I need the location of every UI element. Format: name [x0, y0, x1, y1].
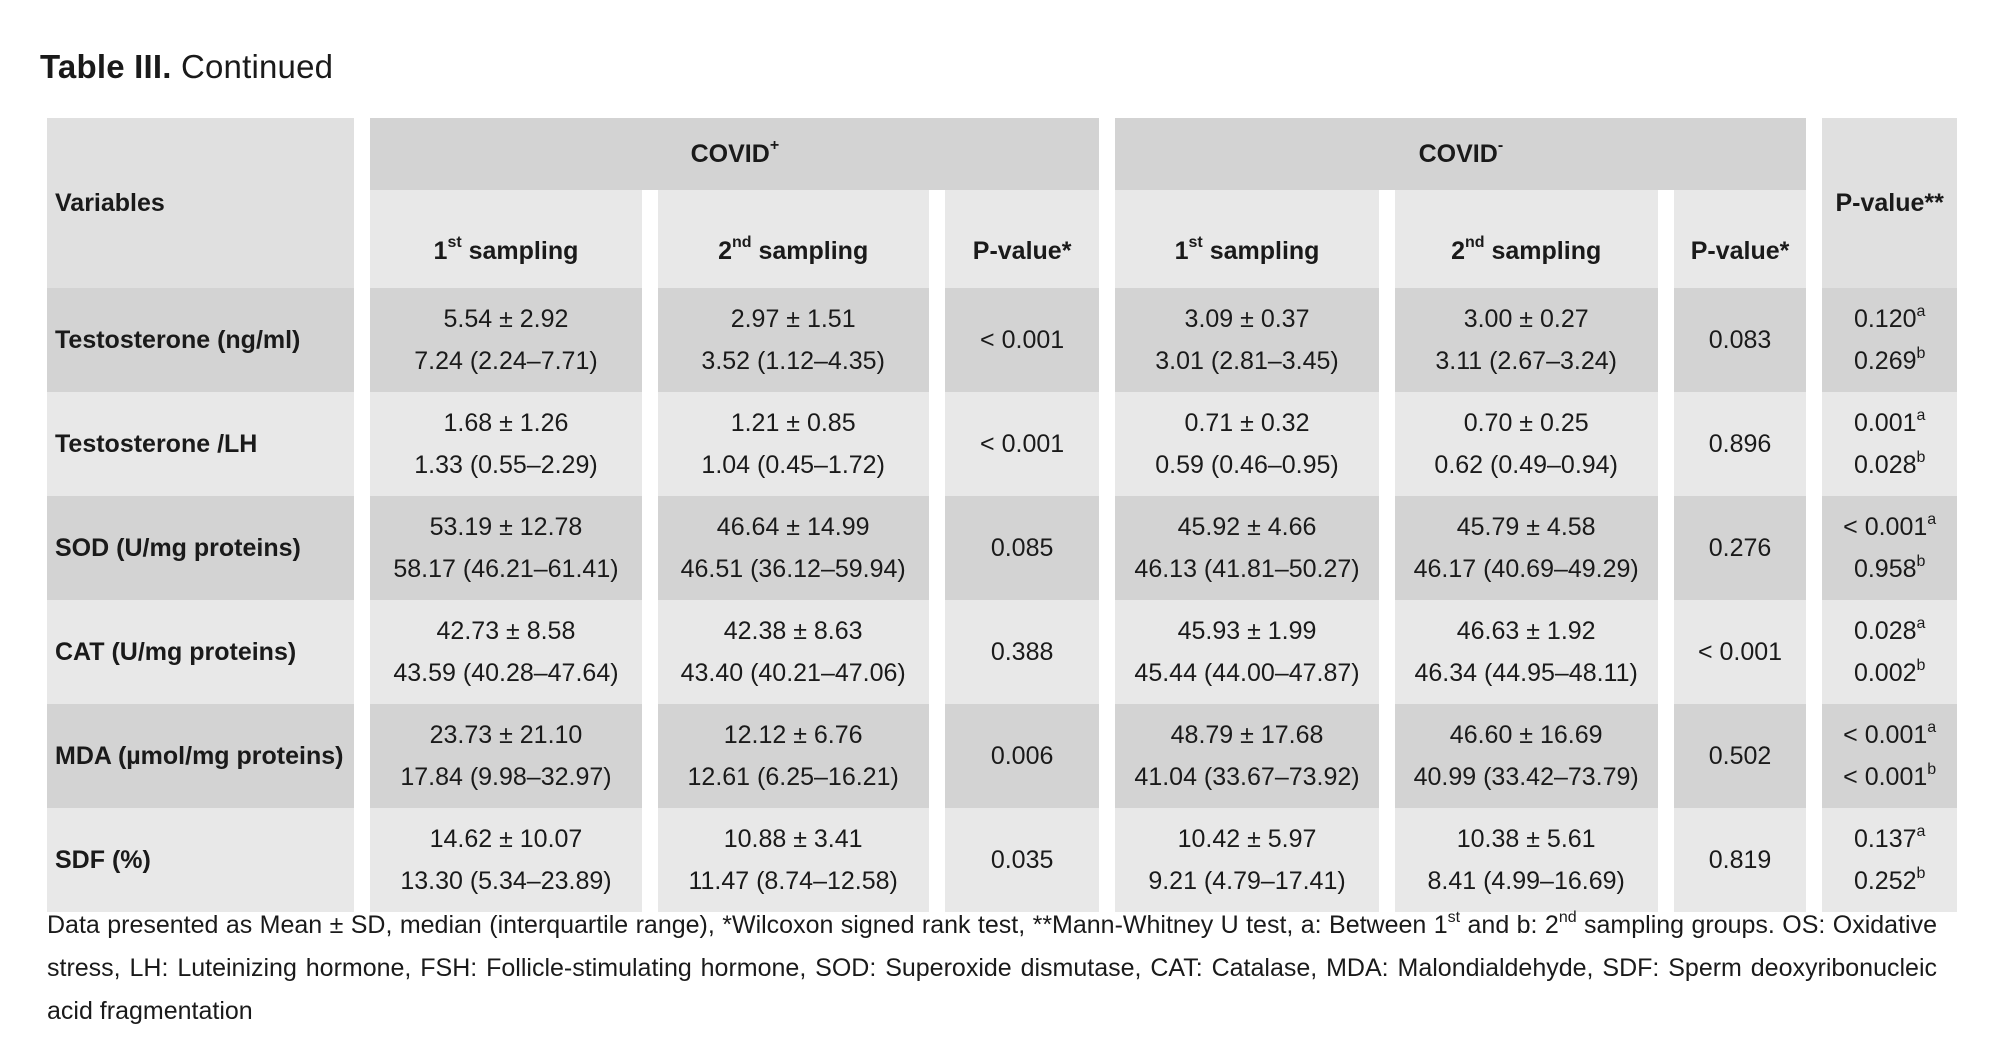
table-label: Table III. — [40, 48, 172, 85]
row-variable: SOD (U/mg proteins) — [47, 496, 354, 600]
table-row — [47, 496, 1957, 600]
header-neg-pvalue: P-value* — [1674, 190, 1807, 288]
row-variable: Testosterone (ng/ml) — [47, 288, 354, 392]
header-pos-2nd-sampling: 2nd sampling — [658, 190, 929, 288]
header-covid-negative: COVID- — [1115, 118, 1806, 190]
header-neg-1st-sampling: 1st sampling — [1115, 190, 1378, 288]
table-row — [47, 600, 1957, 704]
cell-neg-pvalue: < 0.001 — [1674, 600, 1807, 704]
table-caption — [40, 48, 333, 86]
cell-pos-pvalue: < 0.001 — [945, 392, 1100, 496]
cell-neg-1st: 3.09 ± 0.37 3.01 (2.81–3.45) — [1115, 288, 1378, 392]
cell-neg-pvalue: 0.276 — [1674, 496, 1807, 600]
cell-pos-1st: 53.19 ± 12.78 58.17 (46.21–61.41) — [370, 496, 641, 600]
cell-neg-2nd: 46.60 ± 16.69 40.99 (33.42–73.79) — [1395, 704, 1658, 808]
results-table — [31, 118, 1973, 912]
header-pos-pvalue: P-value* — [945, 190, 1100, 288]
table-row — [47, 704, 1957, 808]
table-body — [47, 288, 1957, 912]
header-neg-2nd-sampling: 2nd sampling — [1395, 190, 1658, 288]
cell-neg-1st: 0.71 ± 0.32 0.59 (0.46–0.95) — [1115, 392, 1378, 496]
cell-neg-2nd: 10.38 ± 5.61 8.41 (4.99–16.69) — [1395, 808, 1658, 912]
row-variable: MDA (µmol/mg proteins) — [47, 704, 354, 808]
cell-pos-1st: 23.73 ± 21.10 17.84 (9.98–32.97) — [370, 704, 641, 808]
cell-pos-pvalue: 0.388 — [945, 600, 1100, 704]
cell-neg-pvalue: 0.502 — [1674, 704, 1807, 808]
cell-pos-pvalue: 0.006 — [945, 704, 1100, 808]
header-covid-positive: COVID+ — [370, 118, 1099, 190]
cell-neg-2nd: 45.79 ± 4.58 46.17 (40.69–49.29) — [1395, 496, 1658, 600]
cell-pvalue-overall: < 0.001$^a$ < 0.001$^b$ — [1822, 704, 1957, 808]
cell-pos-1st: 42.73 ± 8.58 43.59 (40.28–47.64) — [370, 600, 641, 704]
cell-pos-1st: 1.68 ± 1.26 1.33 (0.55–2.29) — [370, 392, 641, 496]
cell-neg-1st: 10.42 ± 5.97 9.21 (4.79–17.41) — [1115, 808, 1378, 912]
cell-pos-2nd: 12.12 ± 6.76 12.61 (6.25–16.21) — [658, 704, 929, 808]
cell-pvalue-overall: 0.137$^a$ 0.252$^b$ — [1822, 808, 1957, 912]
table-row — [47, 808, 1957, 912]
row-variable: CAT (U/mg proteins) — [47, 600, 354, 704]
cell-neg-2nd: 46.63 ± 1.92 46.34 (44.95–48.11) — [1395, 600, 1658, 704]
cell-neg-1st: 45.92 ± 4.66 46.13 (41.81–50.27) — [1115, 496, 1378, 600]
table-caption-text: Continued — [180, 48, 334, 85]
table-row — [47, 392, 1957, 496]
cell-pos-2nd: 42.38 ± 8.63 43.40 (40.21–47.06) — [658, 600, 929, 704]
cell-pvalue-overall: 0.028$^a$ 0.002$^b$ — [1822, 600, 1957, 704]
cell-pvalue-overall: 0.120$^a$ 0.269$^b$ — [1822, 288, 1957, 392]
cell-pos-2nd: 46.64 ± 14.99 46.51 (36.12–59.94) — [658, 496, 929, 600]
cell-pos-2nd: 1.21 ± 0.85 1.04 (0.45–1.72) — [658, 392, 929, 496]
cell-pos-2nd: 2.97 ± 1.51 3.52 (1.12–4.35) — [658, 288, 929, 392]
cell-pos-pvalue: 0.085 — [945, 496, 1100, 600]
cell-neg-2nd: 0.70 ± 0.25 0.62 (0.49–0.94) — [1395, 392, 1658, 496]
cell-pos-2nd: 10.88 ± 3.41 11.47 (8.74–12.58) — [658, 808, 929, 912]
table-header — [47, 118, 1957, 288]
cell-neg-pvalue: 0.083 — [1674, 288, 1807, 392]
cell-neg-pvalue: 0.819 — [1674, 808, 1807, 912]
cell-pos-1st: 5.54 ± 2.92 7.24 (2.24–7.71) — [370, 288, 641, 392]
cell-neg-1st: 48.79 ± 17.68 41.04 (33.67–73.92) — [1115, 704, 1378, 808]
cell-pos-pvalue: < 0.001 — [945, 288, 1100, 392]
header-pvalue-overall: P-value** — [1822, 118, 1957, 288]
header-variables: Variables — [47, 118, 354, 288]
results-table-wrapper — [47, 118, 1957, 912]
table-row — [47, 288, 1957, 392]
cell-neg-pvalue: 0.896 — [1674, 392, 1807, 496]
row-variable: SDF (%) — [47, 808, 354, 912]
row-variable: Testosterone /LH — [47, 392, 354, 496]
cell-pvalue-overall: 0.001$^a$ 0.028$^b$ — [1822, 392, 1957, 496]
table-footnote: Data presented as Mean ± SD, median (interquartile range), *Wilcoxon signed rank test, **Mann-Whitney U test, a: Between 1st and b: 2nd sampling groups. OS: Oxidative stress, LH: Luteinizing hormone, FSH: Follicle-stimulating hormone, SOD: Superoxide dismutase, CAT: Catalase, MDA: Malondialdehyde, SDF: Sperm deoxyribonucleic acid fragmentation — [47, 908, 1937, 1025]
cell-neg-1st: 45.93 ± 1.99 45.44 (44.00–47.87) — [1115, 600, 1378, 704]
cell-pos-pvalue: 0.035 — [945, 808, 1100, 912]
cell-pos-1st: 14.62 ± 10.07 13.30 (5.34–23.89) — [370, 808, 641, 912]
cell-pvalue-overall: < 0.001$^a$ 0.958$^b$ — [1822, 496, 1957, 600]
cell-neg-2nd: 3.00 ± 0.27 3.11 (2.67–3.24) — [1395, 288, 1658, 392]
header-pos-1st-sampling: 1st sampling — [370, 190, 641, 288]
